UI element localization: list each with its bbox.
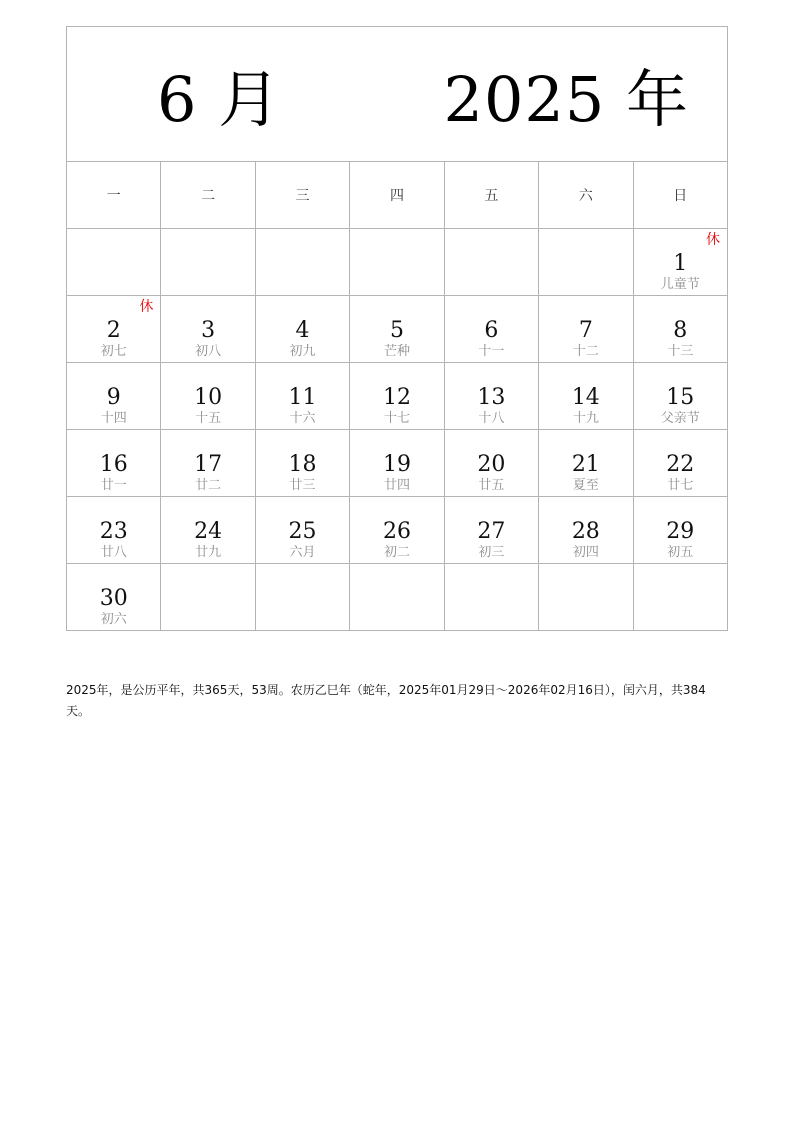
empty-day-cell	[350, 564, 444, 631]
day-cell	[444, 430, 538, 497]
day-cell	[633, 363, 727, 430]
day-cell	[350, 497, 444, 564]
day-cell	[539, 296, 633, 363]
day-cell	[539, 363, 633, 430]
day-cell	[67, 497, 161, 564]
lunar-date-label: 初六	[100, 612, 127, 627]
lunar-date-label: 廿一	[100, 478, 127, 493]
day-cell	[633, 497, 727, 564]
day-cell	[161, 430, 255, 497]
lunar-date-label: 十五	[195, 411, 222, 426]
week-row	[67, 497, 728, 564]
day-cell	[350, 363, 444, 430]
day-number: 26	[382, 519, 411, 544]
day-number: 20	[477, 452, 506, 477]
day-number: 12	[382, 385, 411, 410]
day-number: 7	[578, 318, 593, 343]
month-title: 6 月	[157, 63, 282, 136]
weekday-label: 三	[255, 162, 349, 229]
week-row	[67, 564, 728, 631]
day-cell	[444, 296, 538, 363]
lunar-date-label: 廿八	[100, 545, 127, 560]
day-number: 29	[666, 519, 695, 544]
day-number: 6	[484, 318, 499, 343]
day-number: 3	[201, 318, 216, 343]
lunar-date-label: 十二	[572, 344, 599, 359]
lunar-date-label: 初四	[572, 545, 599, 560]
day-cell	[255, 430, 349, 497]
day-number: 16	[99, 452, 128, 477]
weekday-header-row	[67, 162, 728, 229]
week-row	[67, 430, 728, 497]
day-cell	[255, 363, 349, 430]
day-cell	[444, 497, 538, 564]
weekday-label: 五	[444, 162, 538, 229]
lunar-date-label: 六月	[289, 545, 316, 560]
day-number: 28	[571, 519, 600, 544]
day-cell	[161, 497, 255, 564]
day-cell	[350, 430, 444, 497]
lunar-date-label: 儿童节	[660, 277, 700, 292]
lunar-date-label: 初二	[383, 545, 410, 560]
day-cell	[633, 229, 727, 296]
day-number: 4	[295, 318, 310, 343]
lunar-date-label: 廿三	[289, 478, 316, 493]
day-cell	[350, 296, 444, 363]
day-number: 8	[673, 318, 688, 343]
lunar-date-label: 十九	[572, 411, 599, 426]
day-cell	[67, 430, 161, 497]
day-cell	[161, 363, 255, 430]
empty-day-cell	[633, 564, 727, 631]
day-number: 23	[99, 519, 128, 544]
empty-day-cell	[255, 564, 349, 631]
lunar-date-label: 廿四	[383, 478, 410, 493]
empty-day-cell	[67, 229, 161, 296]
holiday-rest-badge: 休	[706, 232, 720, 248]
day-number: 11	[288, 385, 317, 410]
day-number: 9	[106, 385, 121, 410]
lunar-date-label: 十一	[478, 344, 505, 359]
weekday-label: 日	[633, 162, 727, 229]
weekday-label: 一	[67, 162, 161, 229]
day-cell	[67, 363, 161, 430]
day-cell	[633, 430, 727, 497]
day-number: 19	[382, 452, 411, 477]
year-title: 2025 年	[443, 63, 689, 136]
week-row	[67, 229, 728, 296]
empty-day-cell	[255, 229, 349, 296]
empty-day-cell	[539, 229, 633, 296]
day-number: 17	[194, 452, 223, 477]
lunar-date-label: 夏至	[572, 478, 599, 493]
empty-day-cell	[444, 229, 538, 296]
day-cell	[444, 363, 538, 430]
year-summary-note: 2025年，是公历平年，共365天，53周。农历乙巳年（蛇年，2025年01月29日～2026年02月16日），闰六月，共384天。	[66, 683, 706, 718]
lunar-date-label: 廿五	[478, 478, 505, 493]
weekday-label: 六	[539, 162, 633, 229]
day-cell	[67, 296, 161, 363]
day-number: 1	[673, 251, 688, 276]
day-cell	[255, 497, 349, 564]
day-cell	[255, 296, 349, 363]
day-number: 30	[99, 586, 128, 611]
day-number: 21	[571, 452, 600, 477]
day-number: 18	[288, 452, 317, 477]
lunar-date-label: 十八	[478, 411, 505, 426]
day-cell	[67, 564, 161, 631]
lunar-date-label: 十七	[383, 411, 410, 426]
day-number: 27	[477, 519, 506, 544]
holiday-rest-badge: 休	[139, 299, 154, 315]
week-row	[67, 363, 728, 430]
lunar-date-label: 初九	[289, 344, 316, 359]
calendar-header-row	[67, 27, 728, 162]
day-number: 15	[666, 385, 695, 410]
empty-day-cell	[161, 229, 255, 296]
weekday-label: 四	[350, 162, 444, 229]
lunar-date-label: 父亲节	[660, 411, 700, 426]
lunar-date-label: 初八	[195, 344, 222, 359]
day-cell	[539, 497, 633, 564]
lunar-date-label: 廿九	[195, 545, 222, 560]
empty-day-cell	[161, 564, 255, 631]
lunar-date-label: 初五	[667, 545, 694, 560]
day-number: 2	[106, 318, 121, 343]
empty-day-cell	[350, 229, 444, 296]
lunar-date-label: 廿二	[195, 478, 222, 493]
lunar-date-label: 十三	[667, 344, 694, 359]
day-number: 10	[194, 385, 223, 410]
lunar-date-label: 十六	[289, 411, 316, 426]
empty-day-cell	[539, 564, 633, 631]
day-cell	[539, 430, 633, 497]
empty-day-cell	[444, 564, 538, 631]
day-number: 5	[389, 318, 404, 343]
day-number: 24	[194, 519, 223, 544]
lunar-date-label: 初七	[100, 344, 127, 359]
day-number: 22	[666, 452, 695, 477]
lunar-date-label: 十四	[100, 411, 127, 426]
calendar-title-cell	[67, 27, 728, 162]
week-row	[67, 296, 728, 363]
day-cell	[633, 296, 727, 363]
calendar-grid	[66, 26, 728, 631]
day-number: 13	[477, 385, 506, 410]
lunar-date-label: 初三	[478, 545, 505, 560]
day-cell	[161, 296, 255, 363]
day-number: 14	[571, 385, 600, 410]
weekday-label: 二	[161, 162, 255, 229]
day-number: 25	[288, 519, 317, 544]
lunar-date-label: 芒种	[383, 344, 410, 359]
lunar-date-label: 廿七	[667, 478, 694, 493]
